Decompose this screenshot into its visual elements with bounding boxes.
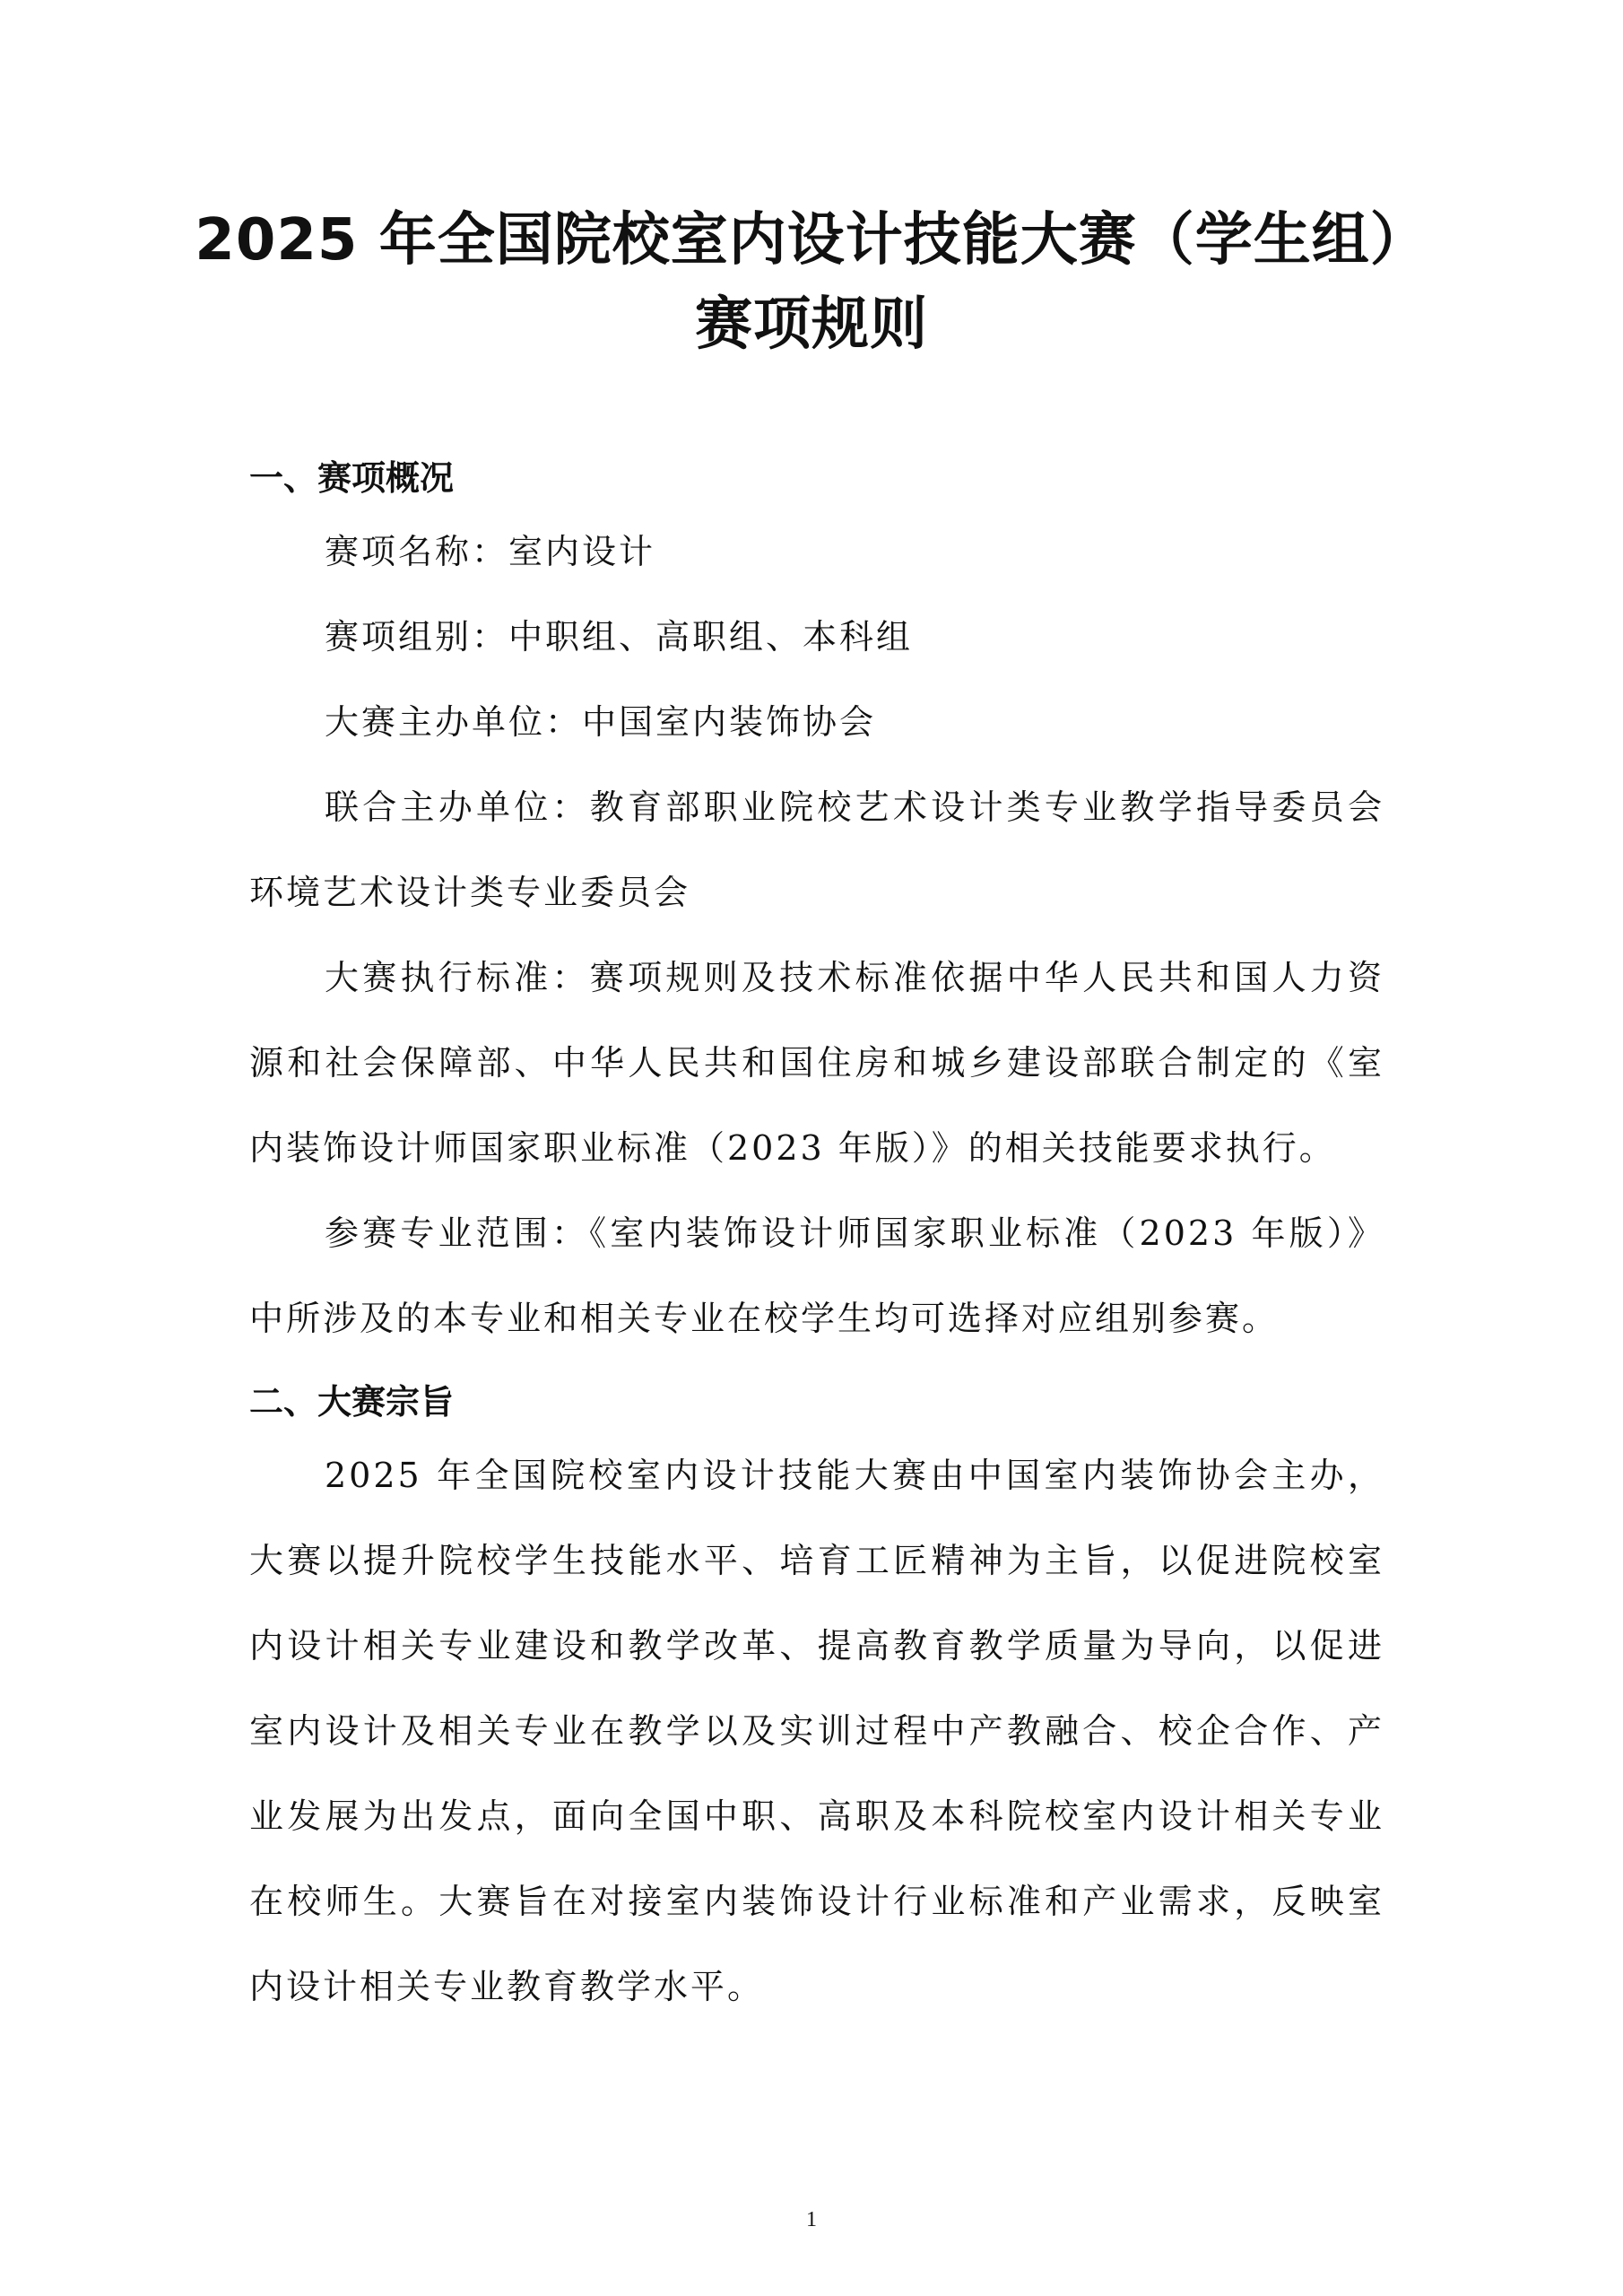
- paragraph-host: 大赛主办单位：中国室内装饰协会: [325, 702, 877, 742]
- paragraph-scope: 参赛专业范围：《室内装饰设计师国家职业标准（2023 年版）》中所涉及的本专业和相关专业在校学生均可选择对应组别参赛。: [249, 1213, 1384, 1338]
- section-heading-aim: 二、大赛宗旨: [249, 1382, 455, 1422]
- document-title-line-2: 赛项规则: [695, 291, 928, 358]
- page-number: 1: [806, 2208, 817, 2231]
- document-title-line-1: 2025 年全国院校室内设计技能大赛（学生组）: [195, 207, 1428, 274]
- paragraph-standard: 大赛执行标准：赛项规则及技术标准依据中华人民共和国人力资源和社会保障部、中华人民共和国住房和城乡建设部联合制定的《室内装饰设计师国家职业标准（2023 年版）》的相关技能要求执行。: [249, 958, 1384, 1168]
- paragraph-event-groups: 赛项组别：中职组、高职组、本科组: [325, 617, 914, 657]
- paragraph-event-name: 赛项名称：室内设计: [325, 532, 656, 571]
- paragraph-co-host: 联合主办单位：教育部职业院校艺术设计类专业教学指导委员会环境艺术设计类专业委员会: [249, 787, 1384, 912]
- paragraph-aim: 2025 年全国院校室内设计技能大赛由中国室内装饰协会主办，大赛以提升院校学生技能水平、培育工匠精神为主旨，以促进院校室内设计相关专业建设和教学改革、提高教育教学质量为导向，以促进室内设计及相关专业在教学以及实训过程中产教融合、校企合作、产业发展为出发点，面向全国中职、高职及本科院校室内设计相关专业在校师生。大赛旨在对接室内装饰设计行业标准和产业需求，反映室内设计相关专业教育教学水平。: [249, 1456, 1384, 2006]
- section-heading-overview: 一、赛项概况: [249, 458, 455, 498]
